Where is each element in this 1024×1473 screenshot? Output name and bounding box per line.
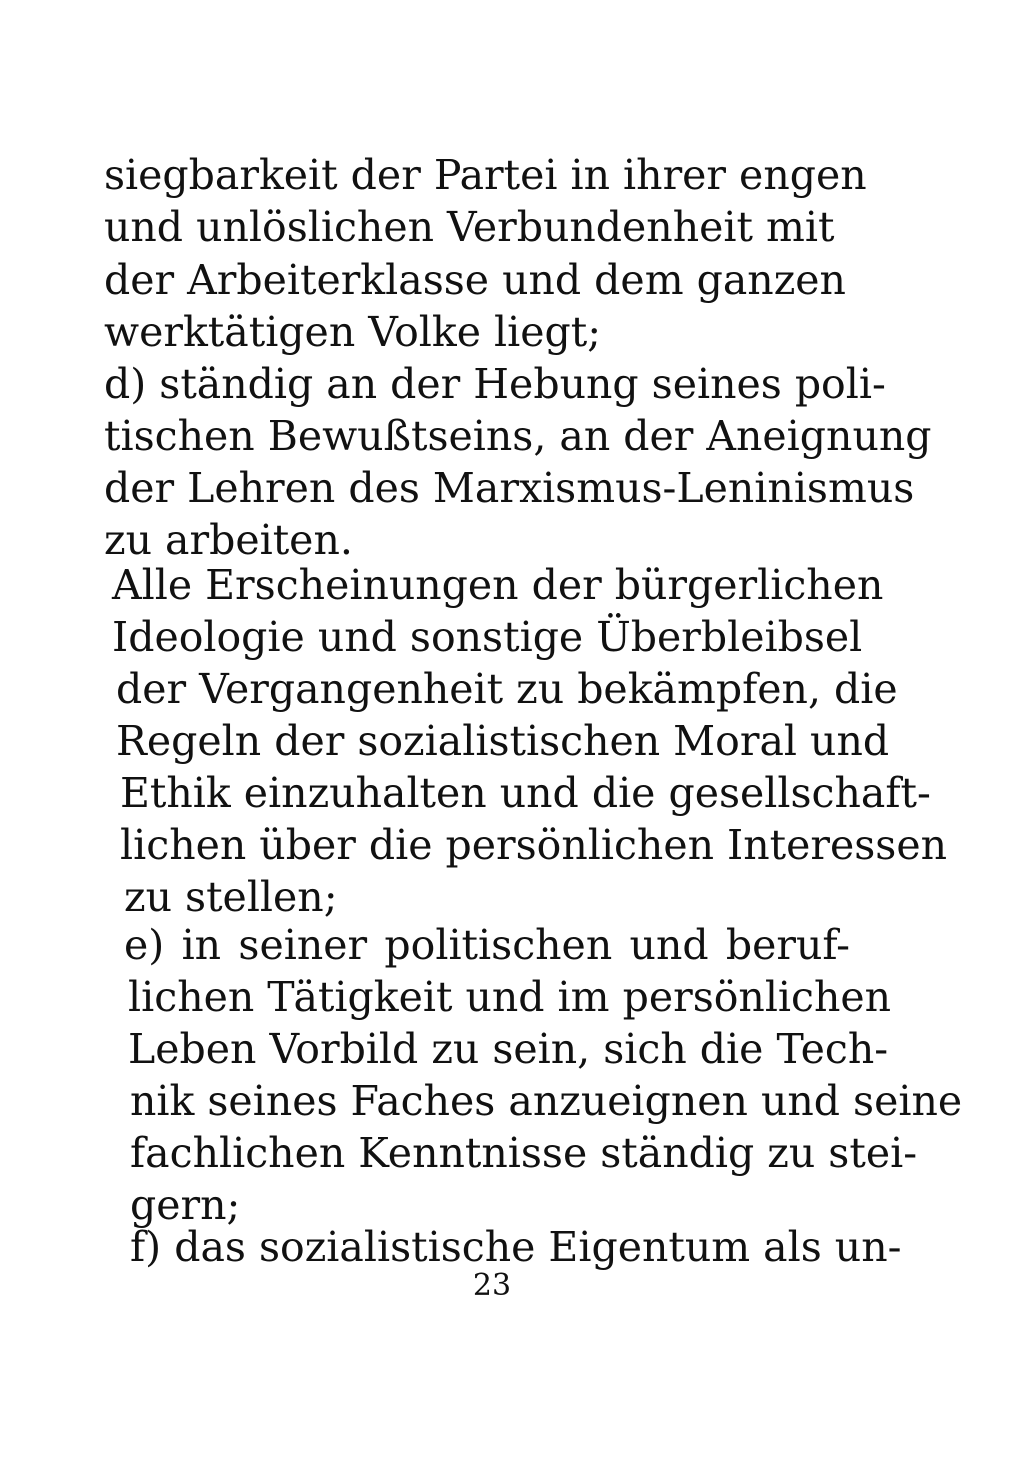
- text-line: zu arbeiten.: [104, 516, 353, 564]
- text-line: gern;: [130, 1181, 241, 1229]
- text-line: d) ständig an der Hebung seines poli-: [104, 360, 886, 408]
- text-line: Ideologie und sonstige Überbleibsel: [112, 613, 863, 661]
- text-line: lichen Tätigkeit und im persönlichen: [128, 973, 892, 1021]
- text-line: der Lehren des Marxismus-Leninismus: [104, 464, 915, 512]
- text-line: siegbarkeit der Partei in ihrer engen: [104, 151, 867, 199]
- text-line: nik seines Faches anzueignen und seine: [130, 1077, 963, 1125]
- text-line: e) in seiner politischen und beruf-: [124, 921, 850, 969]
- text-line: der Vergangenheit zu bekämpfen, die: [116, 665, 898, 713]
- text-line: Alle Erscheinungen der bürgerlichen: [112, 561, 884, 609]
- text-line: fachlichen Kenntnisse ständig zu stei-: [130, 1129, 918, 1177]
- text-line: Regeln der sozialistischen Moral und: [116, 717, 890, 765]
- text-line: lichen über die persönlichen Interessen: [120, 821, 947, 869]
- page-number: 23: [472, 1268, 512, 1303]
- text-line: und unlöslichen Verbundenheit mit: [104, 203, 835, 251]
- text-line: der Arbeiterklasse und dem ganzen: [104, 256, 846, 304]
- text-line: tischen Bewußtseins, an der Aneignung: [104, 412, 932, 460]
- text-line: f) das sozialistische Eigentum als un-: [130, 1223, 902, 1271]
- text-line: zu stellen;: [124, 873, 338, 921]
- text-line: werktätigen Volke liegt;: [104, 308, 602, 356]
- text-line: Leben Vorbild zu sein, sich die Tech-: [128, 1025, 889, 1073]
- text-line: Ethik einzuhalten und die gesellschaft-: [120, 769, 931, 817]
